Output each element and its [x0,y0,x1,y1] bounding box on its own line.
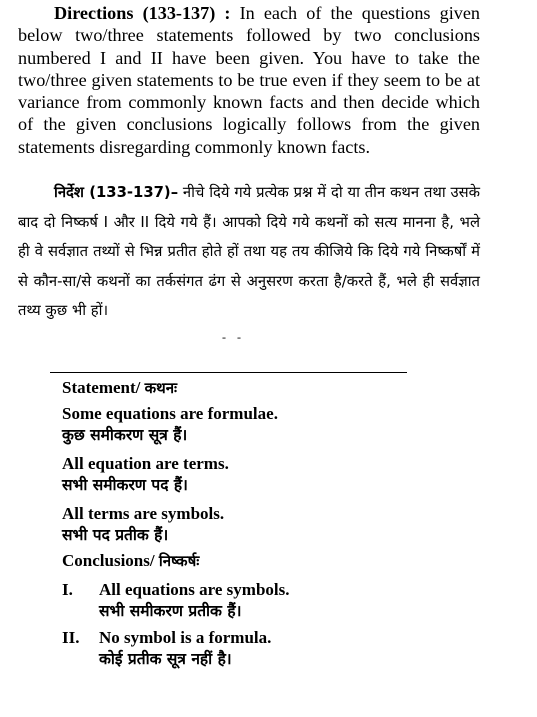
statement-1-hi: कुछ समीकरण सूत्र हैं। [62,426,188,444]
conclusion-heading-en: Conclusions/ [62,551,159,570]
directions-english-text: In each of the questions given below two/three statements followed by two conclusions numbered I and II have been given. You have to take the two/three given statements to be true even if they seem to be at variance from commonly known facts and then decide which of the given conclusions logically follows from the given statements disregarding commonly known facts. [18,3,481,157]
statement-1-en: Some equations are formulae. [62,404,278,423]
conclusion-heading-hi: निष्कर्षः [158,552,200,570]
conclusion-2 [99,628,271,670]
statement-3 [62,504,224,546]
conclusion-heading [62,551,199,571]
directions-hindi-lead: निर्देश (133-137)– [54,184,179,201]
directions-hindi [18,178,480,326]
divider-line [50,372,407,373]
statement-heading-hi: कथनः [144,379,178,397]
conclusion-2-hi: कोई प्रतीक सूत्र नहीं है। [99,650,232,668]
directions-hindi-text: नीचे दिये गये प्रत्येक प्रश्न में दो या तीन कथन तथा उसके बाद दो निष्कर्ष I और II दिये गये हैं। आपको दिये गये कथनों को सत्य मानना है, भले ही वे सर्वज्ञात तथ्यों से भिन्न प्रतीत होते हों तथा यह तय कीजिये कि दिये गये निष्कर्षों में से कौन-सा/से कथनों का तर्कसंगत ढंग से अनुसरण करता है/करते हैं, भले ही सर्वज्ञात तथ्य कुछ भी हों। [18,184,480,319]
directions-english-lead: Directions (133-137) : [54,3,231,23]
conclusion-1-en: All equations are symbols. [99,580,290,599]
stray-mark: - - [222,330,245,344]
conclusion-2-en: No symbol is a formula. [99,628,272,647]
conclusion-1 [99,580,290,622]
statement-2 [62,454,229,496]
statement-2-hi: सभी समीकरण पद हैं। [62,476,188,494]
statement-3-en: All terms are symbols. [62,504,225,523]
statement-heading-en: Statement/ [62,378,145,397]
conclusion-1-number: I. [62,580,73,599]
statement-heading [62,378,177,398]
statement-2-en: All equation are terms. [62,454,229,473]
statement-3-hi: सभी पद प्रतीक हैं। [62,526,169,544]
conclusion-2-number: II. [62,628,80,647]
statement-1 [62,404,278,446]
conclusion-1-hi: सभी समीकरण प्रतीक हैं। [99,602,242,620]
directions-english [18,2,480,158]
